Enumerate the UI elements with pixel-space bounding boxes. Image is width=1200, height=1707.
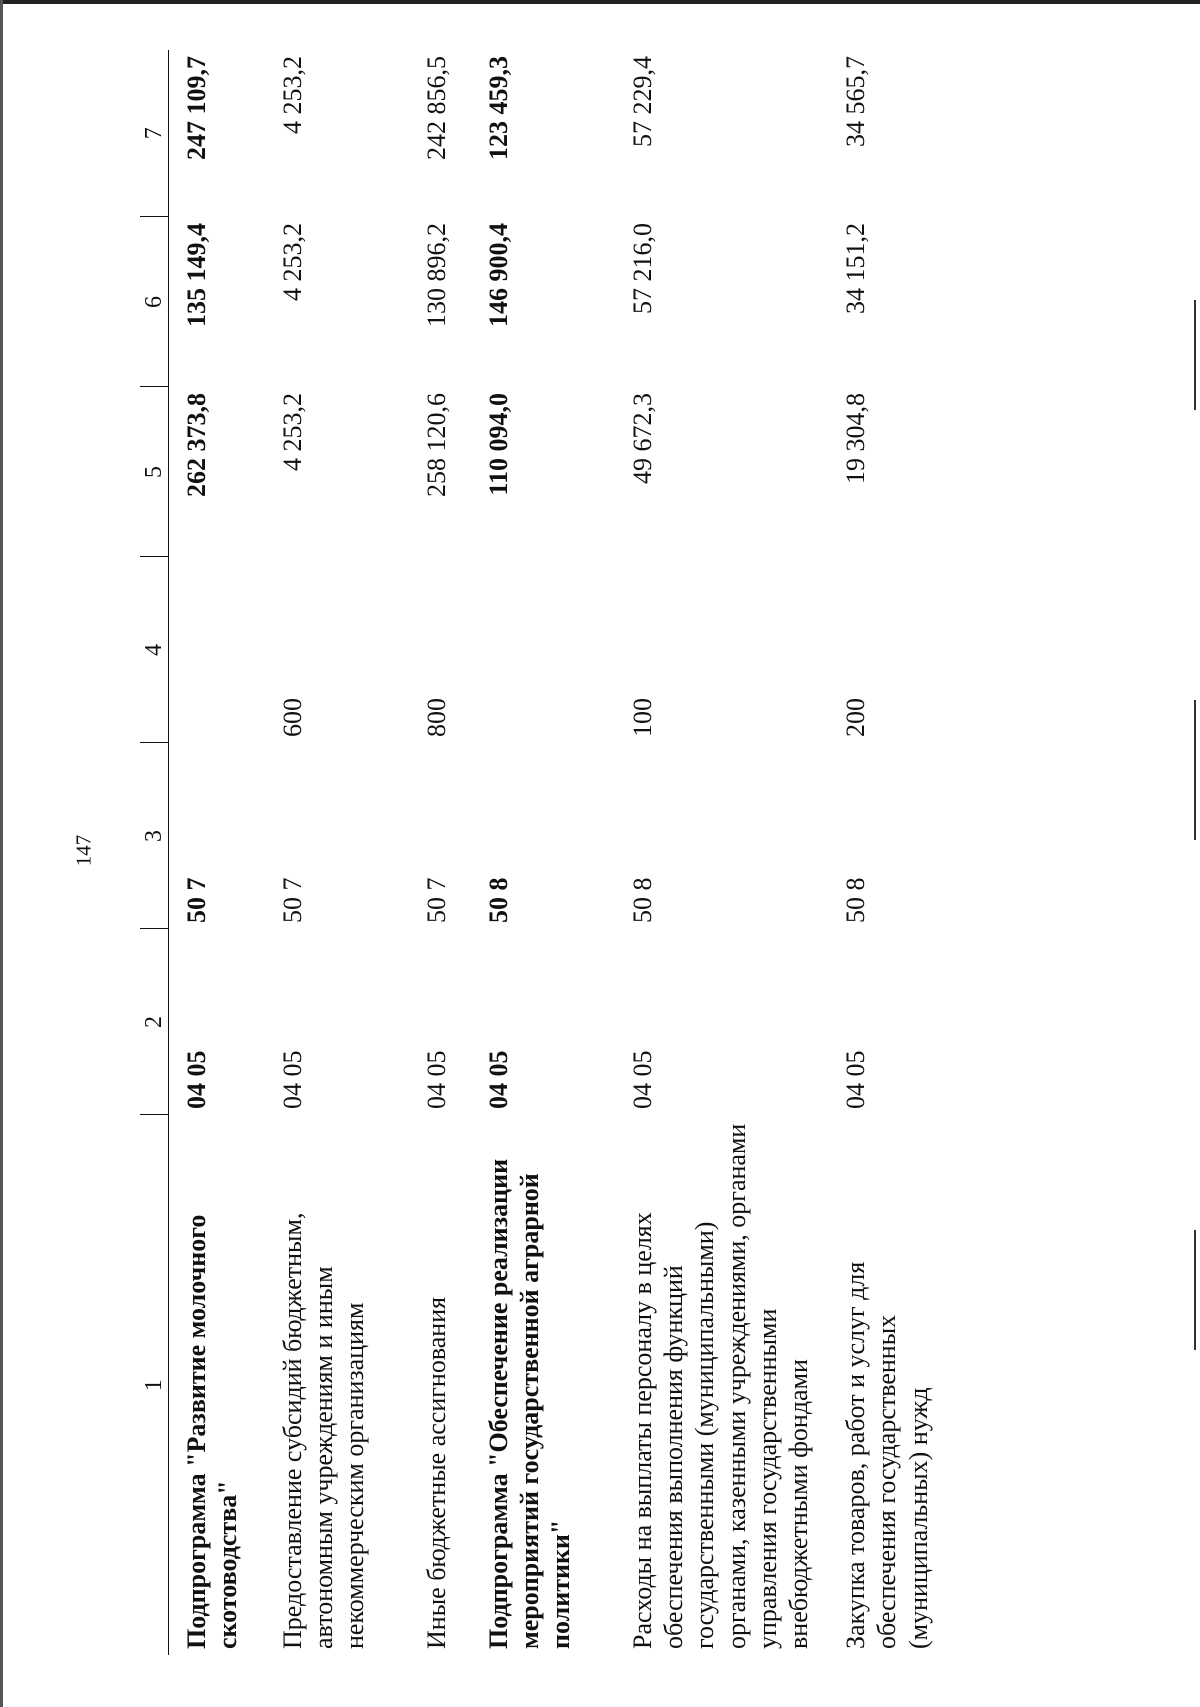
- scan-edge-top: [0, 0, 1200, 4]
- scan-edge-mark: [1194, 300, 1196, 410]
- value-col-5: 49 672,3: [628, 393, 657, 484]
- section-code: 04 05: [841, 1050, 871, 1109]
- value-col-5: 19 304,8: [841, 393, 871, 484]
- table-row: [265, 50, 409, 1655]
- program-code: 50 8: [484, 877, 513, 923]
- column-header: 4: [140, 557, 169, 743]
- value-col-6: 135 149,4: [182, 223, 211, 327]
- rotated-page-content: [140, 50, 940, 1655]
- value-col-7: 242 856,5: [422, 56, 451, 160]
- table-row: [828, 50, 948, 1655]
- budget-table: [140, 50, 948, 1655]
- value-col-6: 4 253,2: [278, 223, 307, 301]
- value-col-5: 262 373,8: [182, 393, 211, 497]
- row-label: Расходы на выплаты персоналу в целях обеспечения выполнения функций государственными (муниципальными) органами, казенными учреждениями, органами управления государственными внебюджетными фондами: [628, 1123, 813, 1649]
- program-code: 50 7: [422, 877, 451, 923]
- value-col-5: 4 253,2: [278, 393, 307, 471]
- expense-kind: 200: [841, 698, 871, 737]
- value-col-6: 34 151,2: [841, 223, 871, 314]
- program-code: 50 7: [278, 877, 307, 923]
- value-col-5: 258 120,6: [422, 393, 451, 497]
- column-header: 5: [140, 387, 169, 557]
- value-col-6: 130 896,2: [422, 223, 451, 327]
- expense-kind: 800: [422, 698, 451, 737]
- value-col-6: 146 900,4: [484, 223, 513, 327]
- value-col-7: 34 565,7: [841, 56, 871, 147]
- value-col-7: 57 229,4: [628, 56, 657, 147]
- program-code: 50 8: [841, 877, 871, 923]
- section-code: 04 05: [628, 1050, 657, 1109]
- expense-kind: [169, 557, 266, 743]
- row-label: Закупка товаров, работ и услуг для обеспечения государственных (муниципальных) нужд: [841, 1261, 933, 1649]
- scan-edge-mark: [1194, 1230, 1196, 1350]
- row-label: Подпрограмма "Развитие молочного скотоводства": [182, 1214, 243, 1649]
- section-code: 04 05: [278, 1050, 307, 1109]
- value-col-6: 57 216,0: [628, 223, 657, 314]
- table-row: [471, 50, 615, 1655]
- table-header-row: [140, 50, 169, 1655]
- expense-kind: 600: [278, 698, 307, 737]
- value-col-5: 110 094,0: [484, 393, 513, 496]
- row-label: Иные бюджетные ассигнования: [422, 1296, 451, 1649]
- row-label: Подпрограмма "Обеспечение реализации мероприятий государственной аграрной политики": [484, 1158, 576, 1649]
- section-code: 04 05: [182, 1050, 211, 1109]
- page-number: 147: [71, 834, 96, 867]
- expense-kind: 100: [628, 698, 657, 737]
- scan-edge-left: [0, 0, 3, 1707]
- table-row: [409, 50, 471, 1655]
- row-label: Предоставление субсидий бюджетным, автономным учреждениям и иным некоммерческим организациям: [278, 1212, 370, 1649]
- section-code: 04 05: [422, 1050, 451, 1109]
- scan-edge-mark: [1194, 700, 1196, 840]
- column-header: 7: [140, 50, 169, 217]
- program-code: 50 8: [628, 877, 657, 923]
- column-header: 3: [140, 743, 169, 929]
- column-header: 6: [140, 217, 169, 387]
- expense-kind: [471, 557, 615, 743]
- column-header: 1: [140, 1115, 169, 1655]
- column-header: 2: [140, 929, 169, 1115]
- table-row: [169, 50, 266, 1655]
- section-code: 04 05: [484, 1050, 513, 1109]
- table-row: [615, 50, 828, 1655]
- program-code: 50 7: [182, 877, 211, 923]
- value-col-7: 4 253,2: [278, 56, 307, 134]
- value-col-7: 247 109,7: [182, 56, 211, 160]
- value-col-7: 123 459,3: [484, 56, 513, 160]
